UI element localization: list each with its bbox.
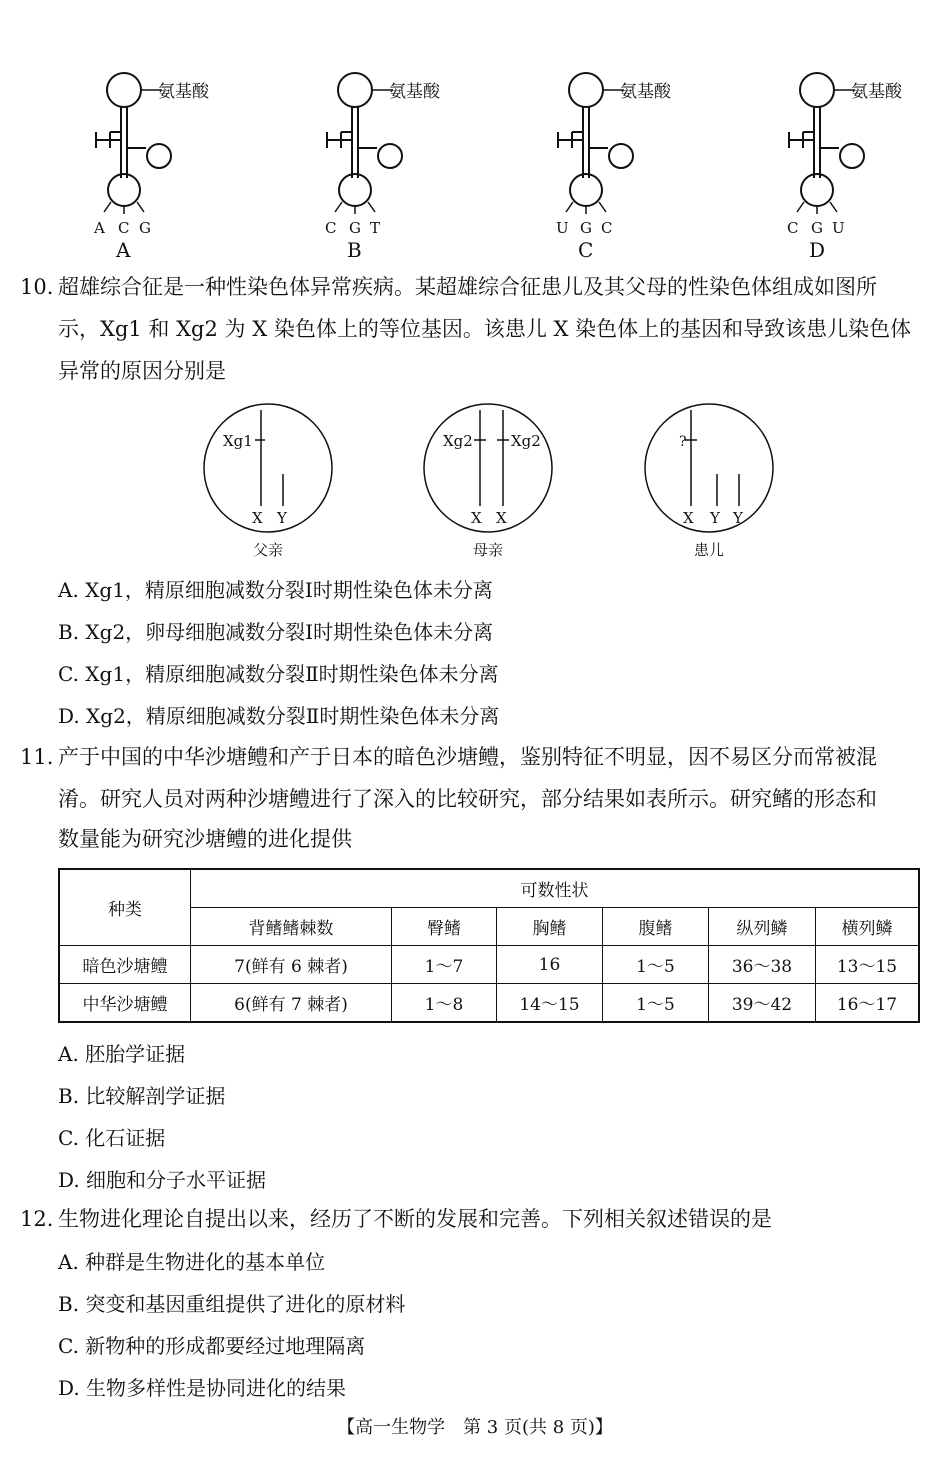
q11-option-d: D. 细胞和分子水平证据 — [58, 1168, 267, 1192]
table-header-species: 种类 — [59, 869, 191, 946]
svg-text:X: X — [496, 509, 507, 527]
svg-text:D: D — [809, 238, 826, 262]
svg-text:氨基酸: 氨基酸 — [389, 82, 440, 102]
svg-text:Xg2: Xg2 — [511, 432, 541, 450]
q10-option-c: C. Xg1，精原细胞减数分裂Ⅱ时期性染色体未分离 — [58, 662, 499, 686]
q12-option-a: A. 种群是生物进化的基本单位 — [58, 1250, 326, 1274]
amino-acid-label: 氨基酸 — [158, 82, 209, 102]
trna-b — [325, 73, 441, 262]
q12-option-d: D. 生物多样性是协同进化的结果 — [58, 1376, 347, 1400]
q10-line1: 超雄综合征是一种性染色体异常疾病。某超雄综合征患儿及其父母的性染色体组成如图所 — [58, 275, 877, 299]
svg-text:X: X — [471, 509, 482, 527]
child-cell — [645, 404, 773, 559]
trna-a — [93, 73, 210, 262]
table-row: 中华沙塘鳢 6(鲜有 7 棘者) 1～8 14～15 1～5 39～42 16～17 — [59, 984, 919, 1023]
mother-caption: 母亲 — [473, 541, 504, 559]
q12-number: 12. — [20, 1207, 54, 1231]
trna-c — [556, 73, 672, 262]
svg-text:B: B — [347, 238, 362, 262]
q11-line2: 淆。研究人员对两种沙塘鳢进行了深入的比较研究，部分结果如表所示。研究鳍的形态和 — [58, 787, 877, 811]
svg-text:Y: Y — [733, 509, 743, 527]
svg-text:Y: Y — [277, 509, 287, 527]
svg-text:C: C — [118, 219, 130, 237]
q10-line2: 示，Xg1 和 Xg2 为 X 染色体上的等位基因。该患儿 X 染色体上的基因和导致该患儿染色体 — [58, 317, 912, 341]
svg-text:G: G — [811, 219, 823, 237]
svg-text:Xg2: Xg2 — [443, 432, 473, 450]
svg-text:G: G — [580, 219, 592, 237]
q11-line3: 数量能为研究沙塘鳢的进化提供 — [58, 827, 352, 851]
table-group-header: 可数性状 — [191, 869, 920, 908]
table-header-row: 背鳍鳍棘数 臀鳍 胸鳍 腹鳍 纵列鳞 横列鳞 — [59, 908, 919, 946]
svg-text:G: G — [139, 219, 151, 237]
q10-option-b: B. Xg2，卵母细胞减数分裂Ⅰ时期性染色体未分离 — [58, 620, 494, 644]
svg-text:U: U — [556, 219, 569, 237]
svg-text:氨基酸: 氨基酸 — [851, 82, 902, 102]
father-caption: 父亲 — [253, 541, 284, 559]
q12-option-c: C. 新物种的形成都要经过地理隔离 — [58, 1334, 366, 1358]
svg-text:Xg1: Xg1 — [223, 432, 253, 450]
svg-text:?: ? — [679, 434, 687, 450]
svg-text:C: C — [578, 238, 594, 262]
trna-d — [787, 73, 903, 262]
q10-option-a: A. Xg1，精原细胞减数分裂Ⅰ时期性染色体未分离 — [58, 578, 493, 602]
father-cell — [204, 404, 332, 559]
svg-text:U: U — [832, 219, 845, 237]
q11-option-c: C. 化石证据 — [58, 1126, 166, 1150]
svg-text:氨基酸: 氨基酸 — [620, 82, 671, 102]
q11-number: 11. — [20, 745, 54, 769]
svg-text:X: X — [683, 509, 694, 527]
q11-line1: 产于中国的中华沙塘鳢和产于日本的暗色沙塘鳢，鉴别特征不明显，因不易区分而常被混 — [58, 745, 877, 769]
chromosome-figure — [195, 398, 795, 566]
q10-line3: 异常的原因分别是 — [58, 359, 226, 383]
svg-text:A: A — [94, 219, 105, 237]
q10-number: 10. — [20, 275, 54, 299]
child-caption: 患儿 — [694, 541, 725, 559]
table-row: 暗色沙塘鳢 7(鲜有 6 棘者) 1～7 16 1～5 36～38 13～15 — [59, 946, 919, 984]
q11-option-b: B. 比较解剖学证据 — [58, 1084, 226, 1108]
q12-option-b: B. 突变和基因重组提供了进化的原材料 — [58, 1292, 406, 1316]
fin-trait-table — [58, 868, 920, 1023]
svg-text:X: X — [252, 509, 263, 527]
q10-option-d: D. Xg2，精原细胞减数分裂Ⅱ时期性染色体未分离 — [58, 704, 500, 728]
mother-cell — [424, 404, 552, 559]
q12-line1: 生物进化理论自提出以来，经历了不断的发展和完善。下列相关叙述错误的是 — [58, 1207, 772, 1231]
svg-text:T: T — [370, 219, 381, 237]
svg-text:C: C — [601, 219, 613, 237]
trna-figure — [0, 60, 950, 265]
svg-text:G: G — [349, 219, 361, 237]
q11-option-a: A. 胚胎学证据 — [58, 1042, 186, 1066]
svg-text:A: A — [116, 238, 131, 262]
svg-text:Y: Y — [710, 509, 720, 527]
svg-text:C: C — [325, 219, 337, 237]
page-footer: 【高一生物学 第 3 页(共 8 页)】 — [337, 1417, 613, 1438]
svg-text:C: C — [787, 219, 799, 237]
